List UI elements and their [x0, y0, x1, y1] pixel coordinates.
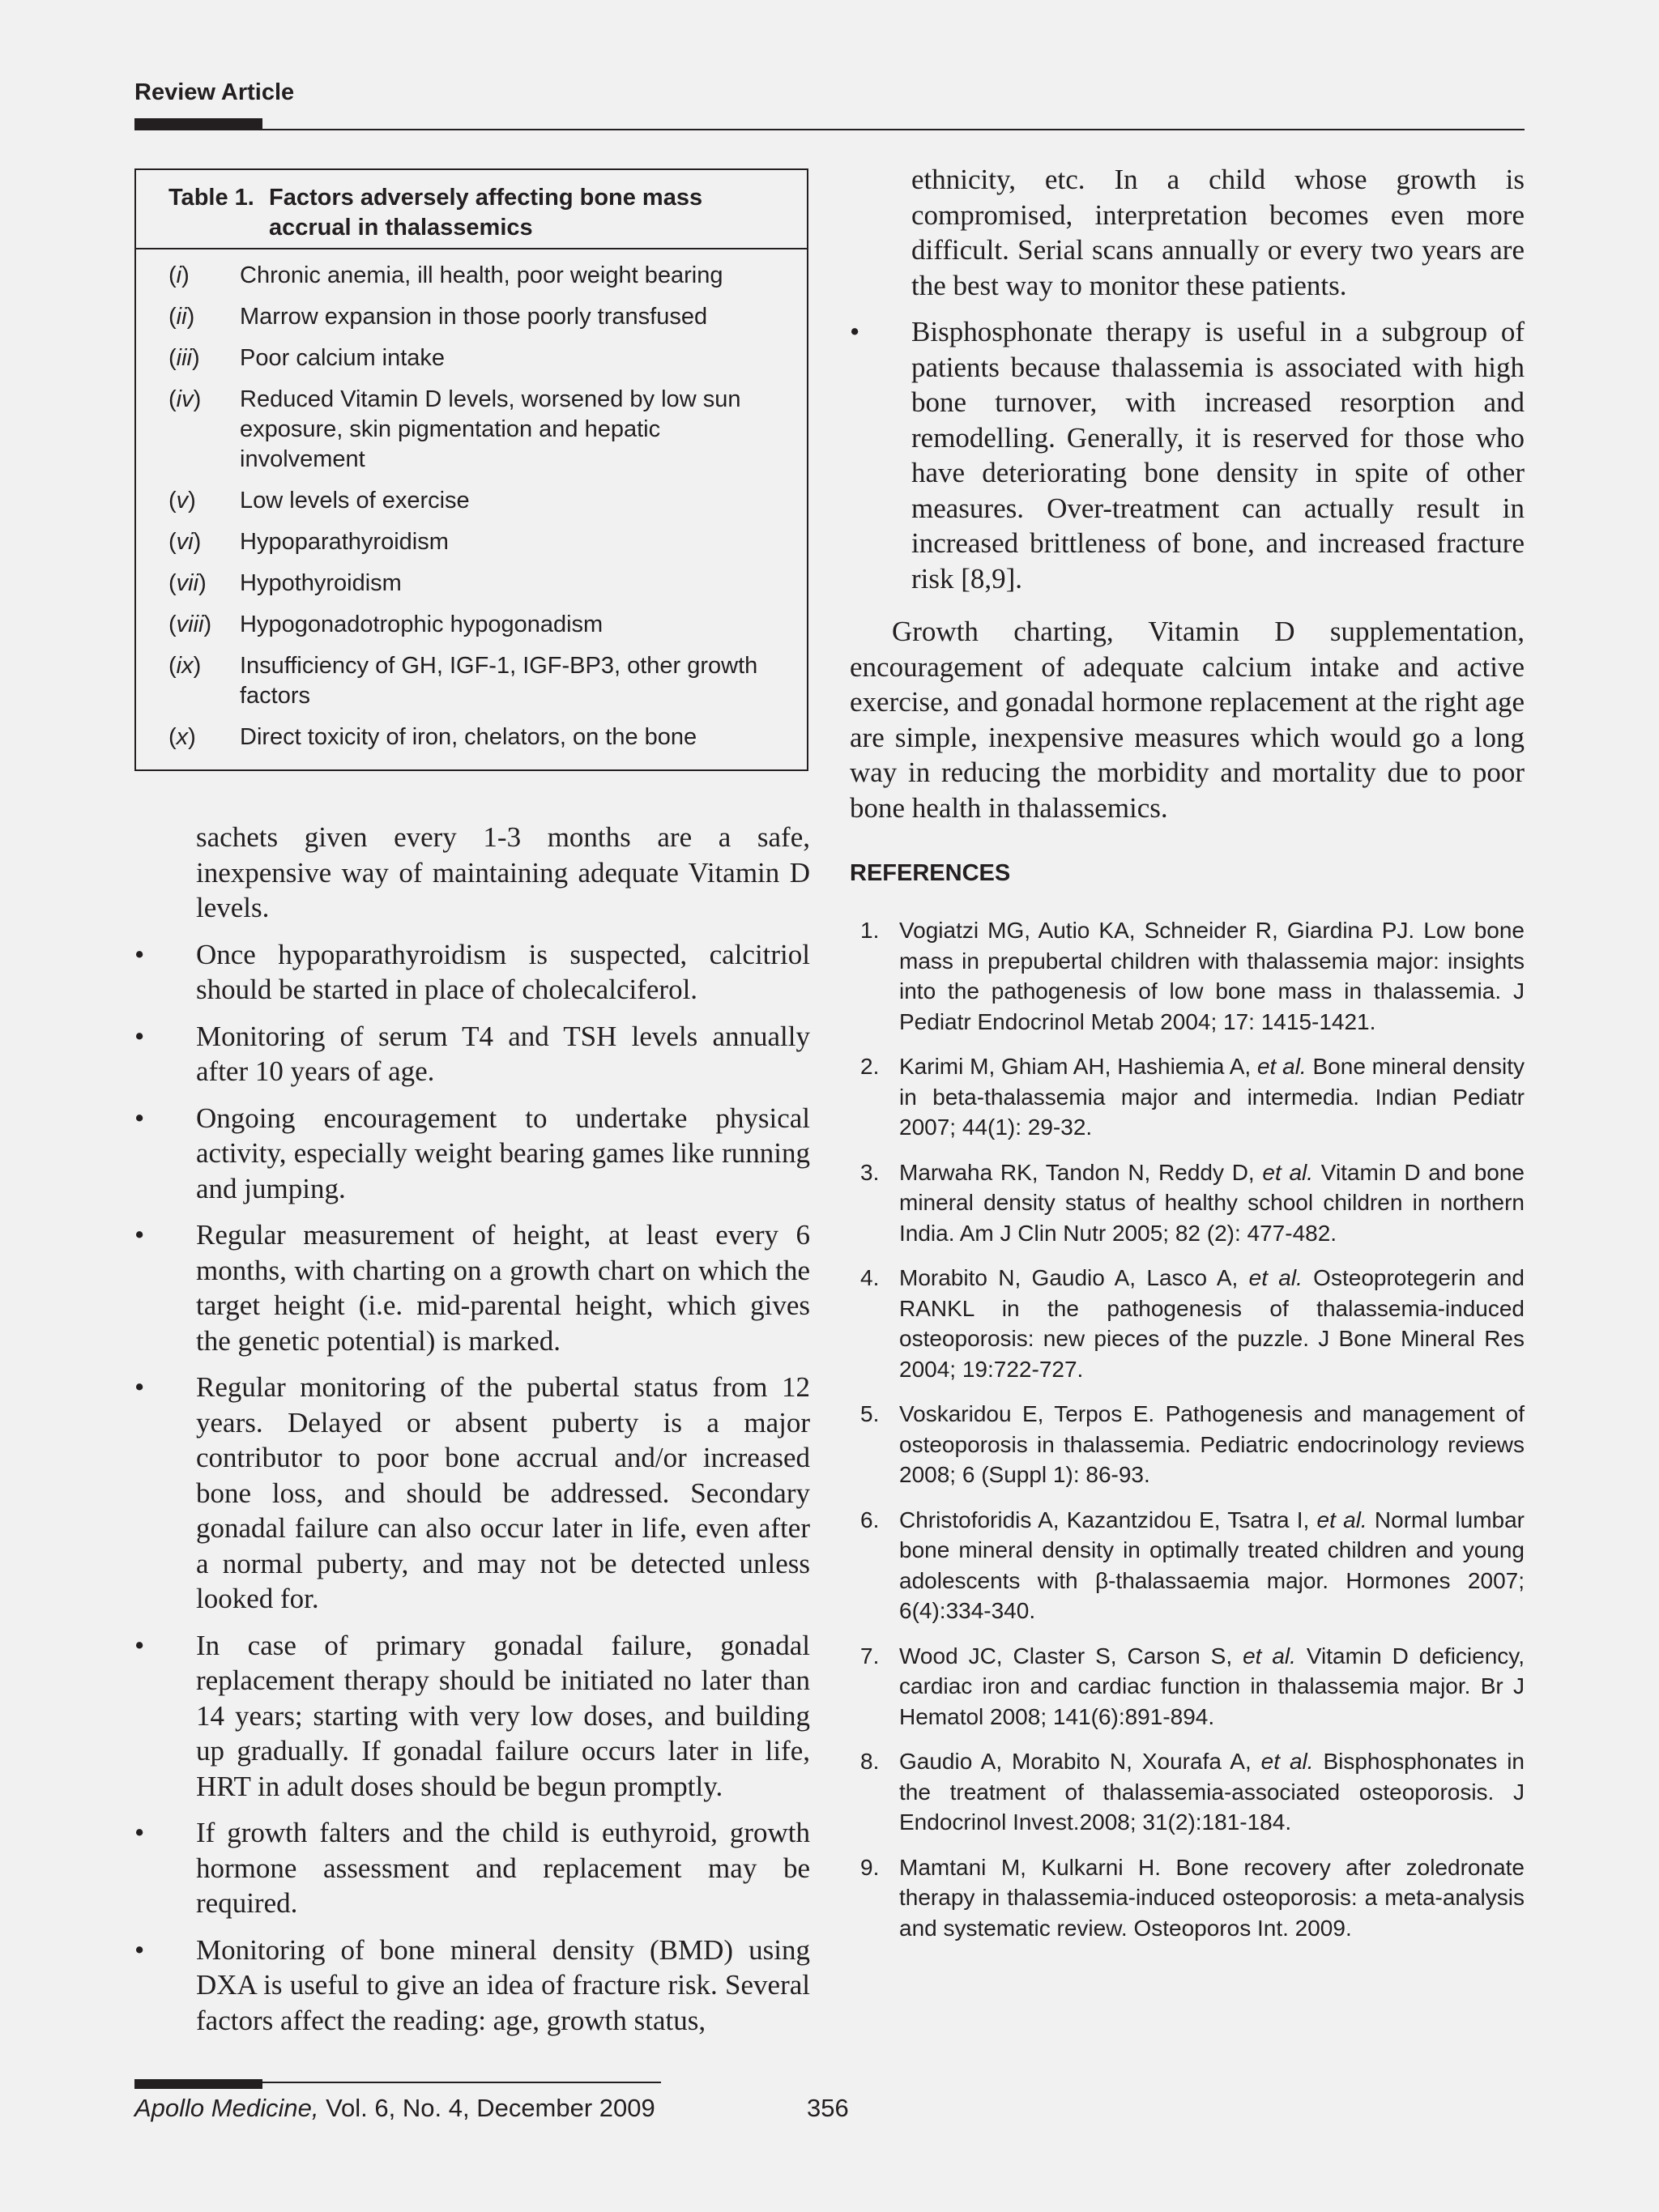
- bullet-dot: •: [134, 1219, 145, 1251]
- left-continuation: sachets given every 1-3 months are a safe, inexpensive way of maintaining adequate Vitamin D levels.: [196, 821, 810, 923]
- right-continuation: ethnicity, etc. In a child whose growth is compromised, interpretation becomes even more difficult. Serial scans annually or every two years are the best way to monitor these patients.: [911, 164, 1525, 301]
- bullet-item: [134, 1815, 810, 1921]
- table-1: [134, 168, 808, 771]
- reference-list: [860, 915, 1525, 1958]
- row-text: Hypoparathyroidism: [240, 529, 449, 555]
- reference-text: Gaudio A, Morabito N, Xourafa A, et al. Bisphosphonates in the treatment of thalassemia-associated osteoporosis. J Endocrinol Invest.2008; 31(2):181-184.: [899, 1749, 1525, 1835]
- reference-item: [860, 1263, 1525, 1384]
- row-numeral: (v): [168, 488, 196, 514]
- bullet-text: Monitoring of serum T4 and TSH levels annually after 10 years of age.: [196, 1020, 810, 1087]
- bullet-text: Once hypoparathyroidism is suspected, calcitriol should be started in place of cholecalciferol.: [196, 938, 810, 1005]
- journal-name: Apollo Medicine,: [134, 2094, 319, 2122]
- table-caption: Factors adversely affecting bone mass accrual in thalassemics: [269, 185, 703, 241]
- right-column: [850, 162, 1525, 825]
- row-numeral: (vi): [168, 529, 202, 555]
- row-text: Direct toxicity of iron, chelators, on the bone: [240, 724, 697, 750]
- reference-text: Christoforidis A, Kazantzidou E, Tsatra I, et al. Normal lumbar bone mineral density in optimally treated children and young adolescents with β-thalassaemia major. Hormones 2007; 6(4):334-340.: [899, 1507, 1525, 1623]
- bullet-item: [134, 1101, 810, 1207]
- section-label: Review Article: [134, 79, 295, 105]
- row-numeral: (iii): [168, 345, 200, 371]
- bullet-item: [134, 1933, 810, 2039]
- reference-number: 3.: [860, 1159, 880, 1185]
- bullet-dot: •: [134, 1629, 145, 1661]
- bullet-item: [134, 1217, 810, 1358]
- table-row: [136, 261, 807, 291]
- reference-number: 1.: [860, 918, 880, 943]
- table-row: [136, 343, 807, 373]
- bullet-dot: •: [134, 938, 145, 970]
- row-text: Low levels of exercise: [240, 488, 470, 514]
- table-row: [136, 302, 807, 332]
- row-numeral: (vii): [168, 570, 207, 596]
- table-row: [136, 486, 807, 516]
- row-numeral: (ii): [168, 304, 195, 330]
- reference-text: Marwaha RK, Tandon N, Reddy D, et al. Vitamin D and bone mineral density status of healthy school children in northern India. Am J Clin Nutr 2005; 82 (2): 477-482.: [899, 1159, 1525, 1246]
- bullet-item: [134, 937, 810, 1008]
- row-text: Hypogonadotrophic hypogonadism: [240, 612, 603, 637]
- reference-number: 5.: [860, 1401, 880, 1426]
- table-row: [136, 651, 807, 711]
- reference-text: Morabito N, Gaudio A, Lasco A, et al. Osteoprotegerin and RANKL in the pathogenesis of thalassemia-induced osteoporosis: new pieces of the puzzle. J Bone Mineral Res 2004; 19:722-727.: [899, 1265, 1525, 1382]
- reference-text: Voskaridou E, Terpos E. Pathogenesis and management of osteoporosis in thalassemia. Pediatric endocrinology reviews 2008; 6 (Suppl 1): 86-93.: [899, 1401, 1525, 1487]
- references-heading: REFERENCES: [850, 860, 1011, 886]
- left-bullet-list: [134, 937, 810, 2039]
- row-text: Reduced Vitamin D levels, worsened by low sun exposure, skin pigmentation and hepatic involvement: [240, 386, 741, 472]
- bullet-dot: •: [134, 1933, 145, 1966]
- bullet-dot: •: [134, 1020, 145, 1052]
- bullet-text: Ongoing encouragement to undertake physical activity, especially weight bearing games like running and jumping.: [196, 1102, 810, 1204]
- row-text: Chronic anemia, ill health, poor weight bearing: [240, 262, 723, 288]
- reference-text: Wood JC, Claster S, Carson S, et al. Vitamin D deficiency, cardiac iron and cardiac function in thalassemia major. Br J Hematol 2008; 141(6):891-894.: [899, 1643, 1525, 1729]
- footer-rule: [134, 2082, 661, 2083]
- table-row: [136, 385, 807, 475]
- left-column: [134, 820, 810, 2049]
- bullet-dot: •: [134, 1817, 145, 1848]
- header-rule: [134, 129, 1525, 130]
- reference-number: 4.: [860, 1265, 880, 1290]
- bullet-item: [134, 1628, 810, 1805]
- bullet-text: Regular monitoring of the pubertal status from 12 years. Delayed or absent puberty is a major contributor to poor bone accrual and/or increased bone loss, and should be addressed. Secondary gonadal failure can also occur later in life, even after a normal puberty, and may not be detected unless looked for.: [196, 1371, 810, 1614]
- table-number: Table 1.: [168, 185, 254, 211]
- page-number: 356: [807, 2094, 849, 2122]
- reference-number: 2.: [860, 1054, 880, 1079]
- bullet-text: If growth falters and the child is euthyroid, growth hormone assessment and replacement may be required.: [196, 1817, 810, 1919]
- reference-text: Mamtani M, Kulkarni H. Bone recovery after zoledronate therapy in thalassemia-induced osteoporosis: a meta-analysis and systematic review. Osteoporos Int. 2009.: [899, 1854, 1525, 1941]
- reference-item: [860, 1399, 1525, 1490]
- reference-item: [860, 1157, 1525, 1249]
- row-text: Poor calcium intake: [240, 345, 446, 371]
- reference-text: Karimi M, Ghiam AH, Hashiemia A, et al. Bone mineral density in beta-thalassemia major and intermedia. Indian Pediatr 2007; 44(1): 29-32.: [899, 1054, 1525, 1140]
- bullet-dot: •: [134, 1102, 145, 1134]
- reference-number: 6.: [860, 1507, 880, 1532]
- table-row: [136, 722, 807, 752]
- row-text: Hypothyroidism: [240, 570, 402, 596]
- reference-number: 8.: [860, 1749, 880, 1774]
- bullet-text: Bisphosphonate therapy is useful in a subgroup of patients because thalassemia is associated with high bone turnover, with increased resorption and remodelling. Generally, it is reserved for those who have deteriorating bone density in spite of other measures. Over-treatment can actually result in increased brittleness of bone, and increased fracture risk [8,9].: [911, 316, 1525, 595]
- table-row: [136, 569, 807, 599]
- table-body: [136, 249, 807, 752]
- bullet-dot: •: [850, 316, 860, 347]
- row-text: Marrow expansion in those poorly transfused: [240, 304, 708, 330]
- right-bullet: [850, 314, 1525, 596]
- reference-number: 7.: [860, 1643, 880, 1669]
- reference-item: [860, 915, 1525, 1037]
- row-numeral: (viii): [168, 612, 212, 637]
- conclusion-paragraph: Growth charting, Vitamin D supplementation, encouragement of adequate calcium intake and active exercise, and gonadal hormone replacement at the right age are simple, inexpensive measures which would go a long way in reducing the morbidity and mortality due to poor bone health in thalassemics.: [850, 616, 1525, 824]
- reference-item: [860, 1746, 1525, 1838]
- bullet-text: Monitoring of bone mineral density (BMD) using DXA is useful to give an idea of fracture risk. Several factors affect the reading: age, growth status,: [196, 1933, 810, 2036]
- bullet-dot: •: [134, 1371, 145, 1403]
- reference-text: Vogiatzi MG, Autio KA, Schneider R, Giardina PJ. Low bone mass in prepubertal children with thalassemia major: insights into the pathogenesis of low bone mass in thalassemia. J Pediatr Endocrinol Metab 2004; 17: 1415-1421.: [899, 918, 1525, 1034]
- row-text: Insufficiency of GH, IGF-1, IGF-BP3, other growth factors: [240, 653, 758, 709]
- footer-citation: [134, 2094, 655, 2123]
- reference-item: [860, 1641, 1525, 1733]
- journal-issue: Vol. 6, No. 4, December 2009: [318, 2094, 655, 2122]
- row-numeral: (ix): [168, 653, 202, 679]
- row-numeral: (i): [168, 262, 190, 288]
- row-numeral: (x): [168, 724, 196, 750]
- footer-accent-bar: [134, 2079, 262, 2089]
- bullet-text: In case of primary gonadal failure, gonadal replacement therapy should be initiated no later than 14 years; starting with very low doses, and building up gradually. If gonadal failure occurs later in life, HRT in adult doses should be begun promptly.: [196, 1629, 810, 1802]
- reference-item: [860, 1051, 1525, 1143]
- reference-item: [860, 1852, 1525, 1944]
- table-row: [136, 610, 807, 640]
- header-accent-bar: [134, 118, 262, 129]
- bullet-text: Regular measurement of height, at least every 6 months, with charting on a growth chart on which the target height (i.e. mid-parental height, which gives the genetic potential) is marked.: [196, 1219, 810, 1357]
- reference-item: [860, 1505, 1525, 1626]
- reference-number: 9.: [860, 1854, 880, 1880]
- bullet-item: [134, 1019, 810, 1089]
- table-title: [136, 170, 807, 249]
- row-numeral: (iv): [168, 386, 202, 412]
- table-row: [136, 527, 807, 557]
- bullet-item: [134, 1370, 810, 1617]
